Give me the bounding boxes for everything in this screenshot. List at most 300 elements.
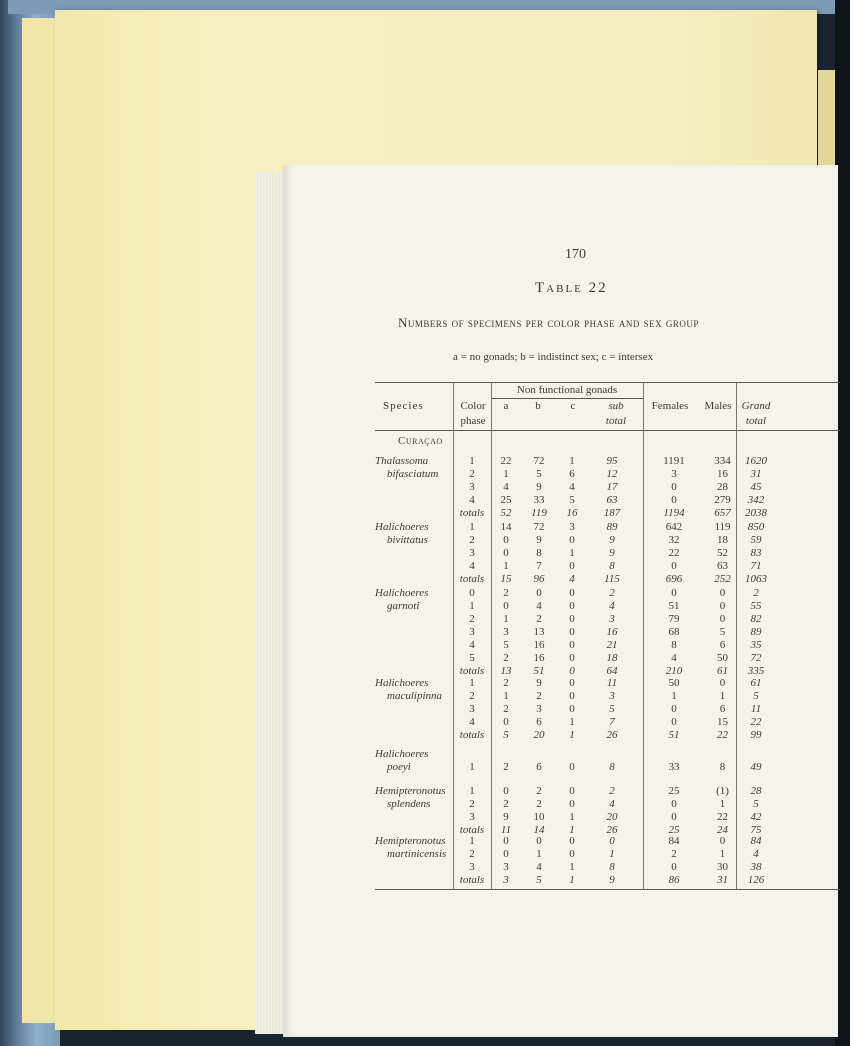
table-cell: 279: [714, 494, 731, 506]
table-cell: 0: [503, 848, 509, 860]
table-cell: 16: [533, 639, 545, 651]
table-cell: 8: [609, 560, 615, 572]
table-cell: 252: [714, 573, 731, 585]
table-cell: 2: [671, 848, 677, 860]
species-name-part: splendens: [387, 798, 431, 810]
table-cell: 38: [750, 861, 762, 873]
header-c: c: [570, 400, 576, 412]
header-sub-total: sub total: [605, 400, 627, 427]
table-row: [283, 798, 838, 811]
species-name-part: poeyi: [387, 761, 411, 773]
table-cell: 1: [469, 600, 475, 612]
table-row: [283, 861, 838, 874]
table-cell: 3: [536, 703, 542, 715]
header-males: Males: [704, 400, 732, 412]
table-row: [283, 874, 838, 887]
table-cell: totals: [459, 665, 485, 677]
table-cell: 0: [569, 703, 575, 715]
table-row: [283, 573, 838, 586]
table-legend: a = no gonads; b = indistinct sex; c = intersex: [453, 351, 654, 363]
header-females: Females: [651, 400, 689, 412]
table-cell: 16: [566, 507, 578, 519]
table-cell: 1: [569, 811, 575, 823]
table-cell: 28: [717, 481, 728, 493]
species-name-part: bifasciatum: [387, 468, 439, 480]
table-cell: 1: [469, 455, 475, 467]
table-cell: 1: [719, 848, 726, 860]
table-cell: 22: [668, 547, 680, 559]
table-cell: 9: [536, 481, 542, 493]
table-cell: 0: [569, 785, 575, 797]
table-cell: 0: [671, 716, 677, 728]
table-cell: 5: [503, 639, 509, 651]
table-cell: 55: [750, 600, 762, 612]
table-cell: 0: [569, 626, 575, 638]
table-cell: 1: [503, 468, 509, 480]
table-cell: 84: [668, 835, 680, 847]
table-cell: 334: [714, 455, 731, 467]
table-cell: 33: [668, 761, 680, 773]
table-cell: 0: [671, 587, 677, 599]
table-cell: 96: [533, 573, 545, 585]
table-row: [283, 639, 838, 652]
table-cell: 16: [533, 652, 545, 664]
table-cell: 2038: [745, 507, 767, 519]
table-cell: 51: [668, 600, 680, 612]
table-cell: 2: [503, 652, 509, 664]
table-cell: 72: [750, 652, 762, 664]
table-cell: 126: [747, 874, 765, 886]
table-cell: 22: [717, 811, 728, 823]
species-name-part: Halichoeres: [375, 521, 429, 533]
table-cell: 115: [604, 573, 620, 585]
table-row: [283, 785, 838, 798]
table-cell: 3: [469, 626, 475, 638]
table-cell: 20: [606, 811, 618, 823]
table-cell: 95: [606, 455, 618, 467]
table-title: Table 22: [535, 280, 608, 296]
table-cell: 0: [503, 716, 509, 728]
table-cell: 0: [609, 835, 615, 847]
table-cell: 68: [668, 626, 680, 638]
table-cell: 1: [609, 848, 615, 860]
table-cell: 2: [469, 690, 475, 702]
table-cell: 119: [714, 521, 731, 533]
table-row: [283, 600, 838, 613]
table-cell: 3: [469, 703, 475, 715]
table-cell: 2: [536, 690, 542, 702]
table-row: [283, 626, 838, 639]
table-cell: 0: [503, 547, 509, 559]
table-row: [283, 677, 838, 690]
table-cell: 52: [717, 547, 728, 559]
table-cell: 14: [533, 824, 545, 836]
table-cell: 2: [469, 798, 475, 810]
table-cell: 4: [469, 560, 475, 572]
table-row: [283, 848, 838, 861]
table-cell: 6: [569, 468, 575, 480]
table-cell: 342: [747, 494, 765, 506]
table-cell: 2: [503, 798, 509, 810]
table-cell: 15: [500, 573, 512, 585]
table-cell: 642: [665, 521, 683, 533]
table-cell: 3: [609, 613, 615, 625]
table-cell: 657: [714, 507, 731, 519]
table-cell: 2: [536, 798, 542, 810]
table-cell: 0: [503, 835, 509, 847]
table-cell: 4: [753, 848, 759, 860]
table-cell: 3: [609, 690, 615, 702]
table-cell: 45: [750, 481, 762, 493]
species-name-part: Thalassoma: [375, 455, 429, 467]
table-cell: totals: [459, 507, 485, 519]
table-cell: 86: [668, 874, 680, 886]
header-a: a: [503, 400, 509, 412]
table-cell: 26: [606, 729, 618, 741]
table-cell: 75: [750, 824, 762, 836]
table-cell: 0: [719, 600, 726, 612]
table-cell: 3: [569, 521, 575, 533]
table-cell: 8: [671, 639, 677, 651]
table-cell: 2: [469, 534, 475, 546]
table-cell: 8: [609, 761, 615, 773]
table-cell: 7: [609, 716, 615, 728]
table-cell: 1: [503, 560, 509, 572]
table-bottom-rule: [375, 889, 840, 890]
table-row: [283, 521, 838, 534]
table-cell: 33: [533, 494, 545, 506]
header-color-phase: Color phase: [460, 400, 486, 427]
table-cell: 11: [750, 703, 762, 715]
table-cell: 0: [503, 785, 509, 797]
table-cell: 5: [719, 626, 726, 638]
table-cell: 83: [750, 547, 762, 559]
page-number: 170: [565, 247, 586, 262]
table-cell: 2: [753, 587, 759, 599]
table-cell: 0: [569, 848, 575, 860]
table-cell: 1: [671, 690, 677, 702]
table-cell: 99: [750, 729, 762, 741]
table-cell: 2: [609, 785, 615, 797]
table-cell: 4: [569, 573, 575, 585]
table-cell: 5: [503, 729, 509, 741]
table-cell: 6: [719, 639, 726, 651]
table-cell: 3: [469, 547, 475, 559]
table-cell: 1: [569, 716, 575, 728]
table-row: [283, 560, 838, 573]
table-cell: 3: [671, 468, 677, 480]
table-cell: 850: [747, 521, 765, 533]
table-cell: 4: [569, 481, 575, 493]
table-cell: 42: [750, 811, 762, 823]
table-cell: 20: [533, 729, 545, 741]
header-nonfunctional: Non functional gonads: [516, 384, 618, 396]
table-row: [283, 761, 838, 774]
table-cell: 210: [665, 665, 683, 677]
table-row: [283, 455, 838, 468]
table-cell: 0: [503, 600, 509, 612]
table-cell: 1: [719, 690, 726, 702]
table-cell: 28: [750, 785, 762, 797]
table-cell: 61: [717, 665, 728, 677]
table-cell: 3: [503, 861, 509, 873]
table-cell: 0: [503, 534, 509, 546]
table-cell: 2: [536, 785, 542, 797]
species-name-part: Halichoeres: [375, 748, 429, 760]
table-row: [283, 547, 838, 560]
table-cell: 0: [671, 494, 677, 506]
table-cell: 3: [469, 811, 475, 823]
table-cell: 1: [503, 690, 509, 702]
table-cell: 13: [533, 626, 545, 638]
table-cell: 49: [750, 761, 762, 773]
table-cell: 335: [747, 665, 765, 677]
table-cell: 30: [717, 861, 728, 873]
species-name-part: garnoti: [387, 600, 420, 612]
table-cell: 0: [569, 677, 575, 689]
table-cell: 82: [750, 613, 762, 625]
table-cell: 696: [665, 573, 683, 585]
species-name-part: Halichoeres: [375, 587, 429, 599]
table-cell: 1: [569, 874, 575, 886]
table-cell: 0: [719, 613, 726, 625]
table-cell: 50: [668, 677, 680, 689]
table-cell: 18: [717, 534, 728, 546]
table-cell: 4: [469, 494, 475, 506]
table-cell: 0: [569, 534, 575, 546]
table-cell: 1: [469, 835, 475, 847]
table-cell: 16: [606, 626, 618, 638]
table-cell: 8: [536, 547, 542, 559]
table-cell: 24: [717, 824, 728, 836]
table-cell: 25: [668, 785, 680, 797]
table-cell: 1: [536, 848, 542, 860]
table-row: [283, 507, 838, 520]
table-cell: totals: [459, 874, 485, 886]
table-row: [283, 494, 838, 507]
table-row: [283, 690, 838, 703]
table-row: [283, 481, 838, 494]
table-cell: 4: [609, 798, 615, 810]
table-cell: 63: [717, 560, 728, 572]
table-cell: 0: [719, 677, 726, 689]
table-row: [283, 811, 838, 824]
table-cell: 119: [531, 507, 547, 519]
table-cell: 11: [606, 677, 618, 689]
table-cell: 5: [469, 652, 475, 664]
table-cell: 0: [569, 587, 575, 599]
table-cell: 26: [606, 824, 618, 836]
table-cell: 4: [671, 652, 677, 664]
region-label: Curaçao: [398, 435, 443, 447]
table-row: [283, 835, 838, 848]
table-cell: 10: [533, 811, 545, 823]
table-cell: 5: [536, 874, 542, 886]
table-cell: 0: [569, 639, 575, 651]
table-cell: 17: [606, 481, 618, 493]
table-cell: 0: [671, 703, 677, 715]
table-header-rule: [375, 430, 840, 431]
table-cell: 2: [469, 848, 475, 860]
table-cell: 51: [668, 729, 680, 741]
table-cell: 4: [469, 716, 475, 728]
document-page: [283, 165, 838, 1037]
table-cell: 1: [469, 521, 475, 533]
table-cell: 2: [503, 587, 509, 599]
table-cell: 0: [671, 861, 677, 873]
species-name-part: maculipinna: [387, 690, 442, 702]
species-name-part: bivittatus: [387, 534, 428, 546]
table-cell: 4: [609, 600, 615, 612]
table-cell: 4: [536, 861, 542, 873]
table-cell: 1: [469, 761, 475, 773]
table-cell: 9: [609, 547, 615, 559]
table-cell: 2: [503, 761, 509, 773]
table-row: [283, 716, 838, 729]
table-heading: Numbers of specimens per color phase and sex group: [398, 315, 699, 330]
table-cell: 51: [533, 665, 545, 677]
table-cell: 7: [536, 560, 542, 572]
table-cell: 9: [536, 677, 542, 689]
species-name-part: Hemipteronotus: [375, 835, 446, 847]
table-cell: 89: [606, 521, 618, 533]
table-cell: 9: [609, 534, 615, 546]
table-cell: 12: [606, 468, 618, 480]
table-cell: 1: [503, 613, 509, 625]
table-cell: 79: [668, 613, 680, 625]
table-cell: 22: [750, 716, 762, 728]
table-row: [283, 587, 838, 600]
table-cell: 5: [536, 468, 542, 480]
table-cell: 72: [533, 455, 545, 467]
table-cell: 0: [671, 811, 677, 823]
table-cell: 1: [719, 798, 726, 810]
table-cell: 21: [606, 639, 618, 651]
table-cell: 59: [750, 534, 762, 546]
table-cell: 64: [606, 665, 618, 677]
table-cell: 3: [469, 861, 475, 873]
table-cell: 3: [503, 626, 509, 638]
table-cell: 0: [569, 560, 575, 572]
table-cell: 1: [569, 824, 575, 836]
table-cell: 0: [469, 587, 475, 599]
table-cell: 14: [500, 521, 512, 533]
table-cell: 6: [536, 716, 542, 728]
table-cell: 1191: [663, 455, 685, 467]
header-grand-total: Grand total: [741, 400, 771, 427]
table-cell: 35: [750, 639, 762, 651]
table-cell: totals: [459, 824, 485, 836]
table-row: [283, 652, 838, 665]
table-cell: 71: [750, 560, 762, 572]
table-row: [283, 534, 838, 547]
table-cell: 9: [609, 874, 615, 886]
table-cell: 50: [717, 652, 728, 664]
table-row: [283, 703, 838, 716]
table-cell: 9: [536, 534, 542, 546]
table-cell: 2: [469, 468, 475, 480]
table-cell: 1: [469, 785, 475, 797]
table-cell: 31: [717, 874, 728, 886]
table-cell: 1620: [745, 455, 767, 467]
table-cell: 2: [469, 613, 475, 625]
table-cell: 6: [719, 703, 726, 715]
species-name-part: Hemipteronotus: [375, 785, 446, 797]
table-cell: 0: [719, 587, 726, 599]
table-cell: 1: [569, 547, 575, 559]
table-cell: 84: [750, 835, 762, 847]
table-cell: 2: [609, 587, 615, 599]
page-block-edges: [255, 172, 285, 1034]
table-cell: 0: [569, 665, 575, 677]
table-cell: 0: [569, 613, 575, 625]
table-cell: 0: [569, 652, 575, 664]
header-species: Species: [383, 400, 424, 412]
table-cell: 0: [569, 835, 575, 847]
table-cell: 22: [500, 455, 512, 467]
table-cell: 187: [603, 507, 621, 519]
table-cell: 1: [569, 729, 575, 741]
species-name-part: martinicensis: [387, 848, 447, 860]
table-cell: 13: [500, 665, 512, 677]
table-cell: 1063: [745, 573, 767, 585]
species-name-part: Halichoeres: [375, 677, 429, 689]
table-row: [283, 729, 838, 742]
table-cell: 0: [569, 600, 575, 612]
table-cell: 8: [719, 761, 726, 773]
table-cell: 0: [671, 560, 677, 572]
table-cell: 15: [717, 716, 728, 728]
table-cell: totals: [459, 573, 485, 585]
table-cell: 1194: [663, 507, 685, 519]
table-row: [283, 468, 838, 481]
table-cell: 89: [750, 626, 762, 638]
table-cell: 3: [469, 481, 475, 493]
table-cell: 32: [668, 534, 680, 546]
table-cell: 4: [503, 481, 509, 493]
table-cell: 0: [569, 798, 575, 810]
table-cell: 22: [717, 729, 728, 741]
table-cell: totals: [459, 729, 485, 741]
table-cell: 3: [503, 874, 509, 886]
table-cell: 31: [750, 468, 762, 480]
table-cell: 4: [469, 639, 475, 651]
table-cell: 1: [569, 861, 575, 873]
table-cell: 0: [671, 481, 677, 493]
table-cell: 61: [750, 677, 762, 689]
table-cell: 11: [500, 824, 512, 836]
table-cell: 5: [609, 703, 615, 715]
table-cell: 0: [569, 690, 575, 702]
table-cell: 1: [569, 455, 575, 467]
table-cell: 18: [606, 652, 618, 664]
table-cell: (1): [716, 785, 729, 797]
table-cell: 25: [668, 824, 680, 836]
table-cell: 0: [671, 798, 677, 810]
table-cell: 2: [503, 703, 509, 715]
table-row: [283, 613, 838, 626]
table-cell: 5: [569, 494, 575, 506]
table-cell: 8: [609, 861, 615, 873]
table-cell: 5: [753, 690, 759, 702]
table-cell: 0: [719, 835, 726, 847]
table-cell: 63: [606, 494, 618, 506]
header-b: b: [535, 400, 541, 412]
table-cell: 0: [536, 587, 542, 599]
table-cell: 2: [536, 613, 542, 625]
table-cell: 2: [503, 677, 509, 689]
table-cell: 4: [536, 600, 542, 612]
